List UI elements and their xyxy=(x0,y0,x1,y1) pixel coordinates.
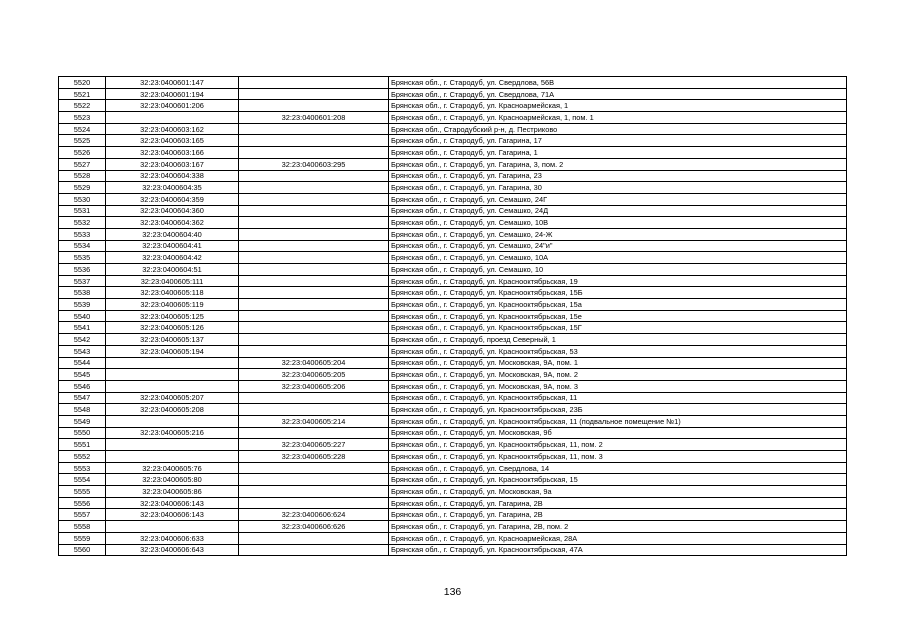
sub-object-number-cell xyxy=(239,100,389,112)
address-cell: Брянская обл., г. Стародуб, ул. Гагарина, 23 xyxy=(389,170,847,182)
sub-object-number-cell xyxy=(239,427,389,439)
address-cell: Брянская обл., г. Стародуб, ул. Семашко, 24Д xyxy=(389,205,847,217)
table-row xyxy=(59,158,847,170)
row-number-cell: 5552 xyxy=(59,451,106,463)
table-row xyxy=(59,415,847,427)
table-row xyxy=(59,77,847,89)
cadastral-number-cell: 32:23:0400604:51 xyxy=(106,264,239,276)
address-cell: Брянская обл., г. Стародуб, ул. Свердлова, 71А xyxy=(389,88,847,100)
sub-object-number-cell xyxy=(239,497,389,509)
table-row xyxy=(59,205,847,217)
sub-object-number-cell xyxy=(239,532,389,544)
address-cell: Брянская обл., г. Стародуб, ул. Семашко, 24Г xyxy=(389,193,847,205)
sub-object-number-cell xyxy=(239,334,389,346)
cadastral-number-cell: 32:23:0400604:40 xyxy=(106,228,239,240)
row-number-cell: 5560 xyxy=(59,544,106,556)
table-row xyxy=(59,462,847,474)
cadastral-number-cell xyxy=(106,451,239,463)
sub-object-number-cell xyxy=(239,287,389,299)
row-number-cell: 5523 xyxy=(59,112,106,124)
row-number-cell: 5524 xyxy=(59,123,106,135)
cadastral-number-cell: 32:23:0400604:362 xyxy=(106,217,239,229)
table-row xyxy=(59,193,847,205)
table-row xyxy=(59,182,847,194)
sub-object-number-cell xyxy=(239,123,389,135)
address-cell: Брянская обл., г. Стародуб, ул. Семашко, 10А xyxy=(389,252,847,264)
sub-object-number-cell xyxy=(239,182,389,194)
table-row xyxy=(59,147,847,159)
row-number-cell: 5531 xyxy=(59,205,106,217)
row-number-cell: 5549 xyxy=(59,415,106,427)
address-cell: Брянская обл., г. Стародуб, ул. Московская, 9б xyxy=(389,427,847,439)
row-number-cell: 5536 xyxy=(59,264,106,276)
cadastral-number-cell: 32:23:0400601:206 xyxy=(106,100,239,112)
row-number-cell: 5529 xyxy=(59,182,106,194)
cadastral-number-cell: 32:23:0400603:162 xyxy=(106,123,239,135)
address-cell: Брянская обл., г. Стародуб, ул. Московская, 9А, пом. 2 xyxy=(389,369,847,381)
address-cell: Брянская обл., г. Стародуб, ул. Гагарина, 30 xyxy=(389,182,847,194)
row-number-cell: 5555 xyxy=(59,486,106,498)
cadastral-number-cell: 32:23:0400605:111 xyxy=(106,275,239,287)
cadastral-number-cell: 32:23:0400601:147 xyxy=(106,77,239,89)
cadastral-number-cell: 32:23:0400605:137 xyxy=(106,334,239,346)
cadastral-number-cell: 32:23:0400601:194 xyxy=(106,88,239,100)
cadastral-number-cell: 32:23:0400604:41 xyxy=(106,240,239,252)
table-row xyxy=(59,170,847,182)
address-cell: Брянская обл., г. Стародуб, ул. Краснооктябрьская, 11 xyxy=(389,392,847,404)
cadastral-number-cell xyxy=(106,357,239,369)
table-row xyxy=(59,427,847,439)
address-cell: Брянская обл., г. Стародуб, ул. Красноармейская, 28А xyxy=(389,532,847,544)
cadastral-number-cell: 32:23:0400603:166 xyxy=(106,147,239,159)
cadastral-number-cell xyxy=(106,112,239,124)
table-row xyxy=(59,521,847,533)
address-cell: Брянская обл., г. Стародуб, ул. Краснооктябрьская, 11 (подвальное помещение №1) xyxy=(389,415,847,427)
table-row xyxy=(59,100,847,112)
table-row xyxy=(59,486,847,498)
sub-object-number-cell: 32:23:0400605:205 xyxy=(239,369,389,381)
table-row xyxy=(59,275,847,287)
cadastral-number-cell: 32:23:0400603:167 xyxy=(106,158,239,170)
sub-object-number-cell xyxy=(239,462,389,474)
row-number-cell: 5528 xyxy=(59,170,106,182)
address-cell: Брянская обл., г. Стародуб, ул. Краснооктябрьская, 11, пом. 3 xyxy=(389,451,847,463)
row-number-cell: 5542 xyxy=(59,334,106,346)
row-number-cell: 5547 xyxy=(59,392,106,404)
row-number-cell: 5548 xyxy=(59,404,106,416)
row-number-cell: 5522 xyxy=(59,100,106,112)
table-row xyxy=(59,357,847,369)
table-row xyxy=(59,217,847,229)
row-number-cell: 5545 xyxy=(59,369,106,381)
table-row xyxy=(59,451,847,463)
row-number-cell: 5527 xyxy=(59,158,106,170)
row-number-cell: 5544 xyxy=(59,357,106,369)
row-number-cell: 5543 xyxy=(59,345,106,357)
cadastral-number-cell: 32:23:0400606:633 xyxy=(106,532,239,544)
address-cell: Брянская обл., г. Стародуб, ул. Свердлова, 56В xyxy=(389,77,847,89)
address-cell: Брянская обл., г. Стародуб, ул. Краснооктябрьская, 11, пом. 2 xyxy=(389,439,847,451)
sub-object-number-cell: 32:23:0400605:227 xyxy=(239,439,389,451)
registry-table-body xyxy=(59,77,847,556)
cadastral-number-cell: 32:23:0400605:126 xyxy=(106,322,239,334)
sub-object-number-cell xyxy=(239,193,389,205)
sub-object-number-cell xyxy=(239,240,389,252)
address-cell: Брянская обл., г. Стародуб, ул. Семашко, 10В xyxy=(389,217,847,229)
row-number-cell: 5541 xyxy=(59,322,106,334)
cadastral-number-cell: 32:23:0400605:216 xyxy=(106,427,239,439)
table-row xyxy=(59,497,847,509)
cadastral-number-cell: 32:23:0400606:643 xyxy=(106,544,239,556)
address-cell: Брянская обл., г. Стародуб, ул. Свердлова, 14 xyxy=(389,462,847,474)
table-row xyxy=(59,369,847,381)
row-number-cell: 5558 xyxy=(59,521,106,533)
table-row xyxy=(59,88,847,100)
page-number: 136 xyxy=(443,586,462,598)
row-number-cell: 5550 xyxy=(59,427,106,439)
table-row xyxy=(59,392,847,404)
cadastral-number-cell: 32:23:0400605:194 xyxy=(106,345,239,357)
sub-object-number-cell: 32:23:0400606:624 xyxy=(239,509,389,521)
sub-object-number-cell xyxy=(239,205,389,217)
address-cell: Брянская обл., г. Стародуб, ул. Московская, 9А, пом. 1 xyxy=(389,357,847,369)
row-number-cell: 5526 xyxy=(59,147,106,159)
cadastral-number-cell: 32:23:0400604:360 xyxy=(106,205,239,217)
row-number-cell: 5553 xyxy=(59,462,106,474)
table-row xyxy=(59,299,847,311)
cadastral-number-cell xyxy=(106,369,239,381)
table-row xyxy=(59,264,847,276)
row-number-cell: 5559 xyxy=(59,532,106,544)
table-row xyxy=(59,380,847,392)
cadastral-number-cell: 32:23:0400606:143 xyxy=(106,509,239,521)
sub-object-number-cell xyxy=(239,486,389,498)
cadastral-number-cell: 32:23:0400604:35 xyxy=(106,182,239,194)
row-number-cell: 5554 xyxy=(59,474,106,486)
sub-object-number-cell xyxy=(239,299,389,311)
table-row xyxy=(59,509,847,521)
sub-object-number-cell xyxy=(239,217,389,229)
address-cell: Брянская обл., г. Стародуб, ул. Краснооктябрьская, 23Б xyxy=(389,404,847,416)
sub-object-number-cell: 32:23:0400605:228 xyxy=(239,451,389,463)
row-number-cell: 5546 xyxy=(59,380,106,392)
sub-object-number-cell xyxy=(239,252,389,264)
row-number-cell: 5537 xyxy=(59,275,106,287)
row-number-cell: 5525 xyxy=(59,135,106,147)
table-row xyxy=(59,252,847,264)
cadastral-number-cell xyxy=(106,521,239,533)
sub-object-number-cell xyxy=(239,264,389,276)
address-cell: Брянская обл., г. Стародуб, ул. Красноармейская, 1 xyxy=(389,100,847,112)
cadastral-number-cell: 32:23:0400605:86 xyxy=(106,486,239,498)
row-number-cell: 5538 xyxy=(59,287,106,299)
address-cell: Брянская обл., г. Стародуб, ул. Гагарина, 3, пом. 2 xyxy=(389,158,847,170)
cadastral-number-cell: 32:23:0400605:118 xyxy=(106,287,239,299)
address-cell: Брянская обл., г. Стародуб, ул. Краснооктябрьская, 15а xyxy=(389,299,847,311)
row-number-cell: 5533 xyxy=(59,228,106,240)
address-cell: Брянская обл., г. Стародуб, ул. Краснооктябрьская, 15 xyxy=(389,474,847,486)
table-row xyxy=(59,112,847,124)
row-number-cell: 5557 xyxy=(59,509,106,521)
sub-object-number-cell xyxy=(239,345,389,357)
address-cell: Брянская обл., г. Стародуб, ул. Краснооктябрьская, 19 xyxy=(389,275,847,287)
table-row xyxy=(59,310,847,322)
sub-object-number-cell: 32:23:0400601:208 xyxy=(239,112,389,124)
table-row xyxy=(59,240,847,252)
address-cell: Брянская обл., г. Стародуб, ул. Семашко, 24"и" xyxy=(389,240,847,252)
table-row xyxy=(59,228,847,240)
table-row xyxy=(59,404,847,416)
sub-object-number-cell xyxy=(239,544,389,556)
table-row xyxy=(59,287,847,299)
cadastral-number-cell xyxy=(106,415,239,427)
row-number-cell: 5534 xyxy=(59,240,106,252)
sub-object-number-cell: 32:23:0400605:214 xyxy=(239,415,389,427)
row-number-cell: 5535 xyxy=(59,252,106,264)
row-number-cell: 5539 xyxy=(59,299,106,311)
address-cell: Брянская обл., г. Стародуб, ул. Краснооктябрьская, 15Г xyxy=(389,322,847,334)
cadastral-number-cell xyxy=(106,380,239,392)
cadastral-number-cell: 32:23:0400605:125 xyxy=(106,310,239,322)
row-number-cell: 5520 xyxy=(59,77,106,89)
sub-object-number-cell xyxy=(239,392,389,404)
address-cell: Брянская обл., г. Стародуб, ул. Гагарина, 1 xyxy=(389,147,847,159)
sub-object-number-cell xyxy=(239,474,389,486)
sub-object-number-cell xyxy=(239,135,389,147)
cadastral-number-cell: 32:23:0400603:165 xyxy=(106,135,239,147)
cadastral-number-cell: 32:23:0400604:338 xyxy=(106,170,239,182)
table-row xyxy=(59,334,847,346)
cadastral-number-cell xyxy=(106,439,239,451)
address-cell: Брянская обл., г. Стародуб, ул. Московская, 9А, пом. 3 xyxy=(389,380,847,392)
address-cell: Брянская обл., г. Стародуб, ул. Семашко, 10 xyxy=(389,264,847,276)
address-cell: Брянская обл., г. Стародуб, ул. Семашко, 24-Ж xyxy=(389,228,847,240)
sub-object-number-cell xyxy=(239,170,389,182)
table-row xyxy=(59,532,847,544)
address-cell: Брянская обл., г. Стародуб, ул. Краснооктябрьская, 47А xyxy=(389,544,847,556)
sub-object-number-cell xyxy=(239,88,389,100)
cadastral-number-cell: 32:23:0400605:208 xyxy=(106,404,239,416)
sub-object-number-cell xyxy=(239,275,389,287)
registry-table xyxy=(58,76,847,556)
sub-object-number-cell xyxy=(239,228,389,240)
cadastral-number-cell: 32:23:0400605:80 xyxy=(106,474,239,486)
row-number-cell: 5556 xyxy=(59,497,106,509)
cadastral-number-cell: 32:23:0400605:207 xyxy=(106,392,239,404)
table-row xyxy=(59,345,847,357)
cadastral-number-cell: 32:23:0400606:143 xyxy=(106,497,239,509)
table-row xyxy=(59,439,847,451)
sub-object-number-cell: 32:23:0400605:206 xyxy=(239,380,389,392)
address-cell: Брянская обл., г. Стародуб, проезд Северный, 1 xyxy=(389,334,847,346)
table-row xyxy=(59,123,847,135)
row-number-cell: 5540 xyxy=(59,310,106,322)
table-row xyxy=(59,135,847,147)
address-cell: Брянская обл., г. Стародуб, ул. Краснооктябрьская, 15Б xyxy=(389,287,847,299)
address-cell: Брянская обл., г. Стародуб, ул. Гагарина, 2В xyxy=(389,509,847,521)
row-number-cell: 5530 xyxy=(59,193,106,205)
table-row xyxy=(59,474,847,486)
address-cell: Брянская обл., Стародубский р-н, д. Пестриково xyxy=(389,123,847,135)
sub-object-number-cell xyxy=(239,322,389,334)
sub-object-number-cell: 32:23:0400606:626 xyxy=(239,521,389,533)
sub-object-number-cell: 32:23:0400605:204 xyxy=(239,357,389,369)
address-cell: Брянская обл., г. Стародуб, ул. Гагарина, 17 xyxy=(389,135,847,147)
address-cell: Брянская обл., г. Стародуб, ул. Красноармейская, 1, пом. 1 xyxy=(389,112,847,124)
cadastral-number-cell: 32:23:0400605:76 xyxy=(106,462,239,474)
sub-object-number-cell xyxy=(239,147,389,159)
table-row xyxy=(59,544,847,556)
sub-object-number-cell xyxy=(239,77,389,89)
address-cell: Брянская обл., г. Стародуб, ул. Гагарина, 2В, пом. 2 xyxy=(389,521,847,533)
row-number-cell: 5532 xyxy=(59,217,106,229)
cadastral-number-cell: 32:23:0400604:42 xyxy=(106,252,239,264)
sub-object-number-cell xyxy=(239,310,389,322)
row-number-cell: 5521 xyxy=(59,88,106,100)
table-row xyxy=(59,322,847,334)
cadastral-number-cell: 32:23:0400605:119 xyxy=(106,299,239,311)
address-cell: Брянская обл., г. Стародуб, ул. Гагарина, 2В xyxy=(389,497,847,509)
address-cell: Брянская обл., г. Стародуб, ул. Краснооктябрьская, 15е xyxy=(389,310,847,322)
sub-object-number-cell: 32:23:0400603:295 xyxy=(239,158,389,170)
cadastral-number-cell: 32:23:0400604:359 xyxy=(106,193,239,205)
address-cell: Брянская обл., г. Стародуб, ул. Московская, 9а xyxy=(389,486,847,498)
row-number-cell: 5551 xyxy=(59,439,106,451)
address-cell: Брянская обл., г. Стародуб, ул. Краснооктябрьская, 53 xyxy=(389,345,847,357)
sub-object-number-cell xyxy=(239,404,389,416)
